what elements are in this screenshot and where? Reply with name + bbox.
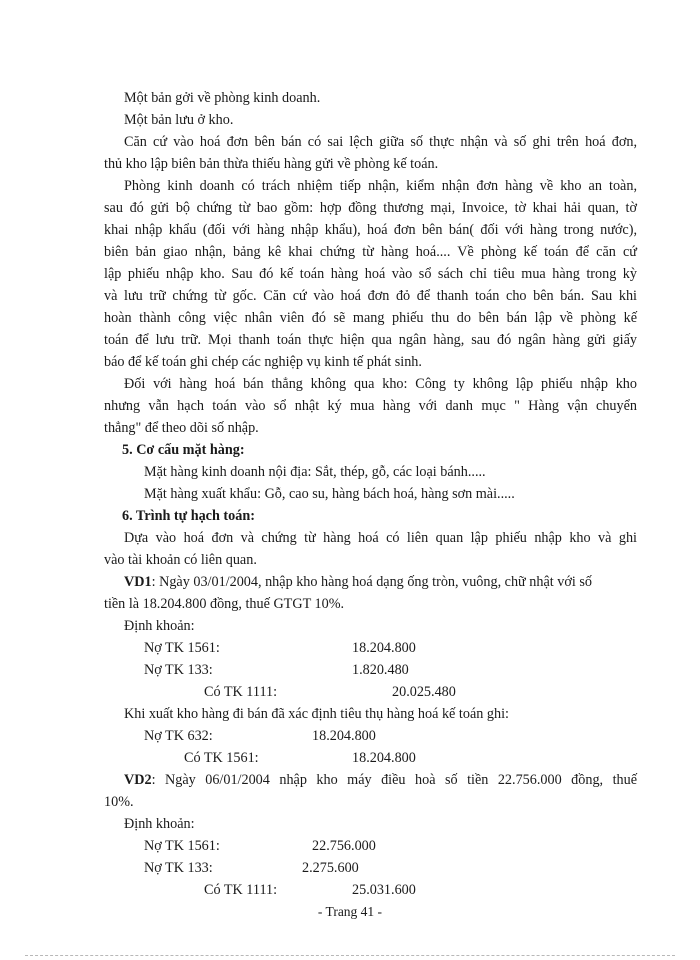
entry-account: Có TK 1111:: [204, 684, 278, 700]
text-line: Khi xuất kho hàng đi bán đã xác định tiêu thụ hàng hoá kế toán ghi:: [124, 706, 509, 722]
entry-amount: 2.275.600: [302, 860, 359, 876]
example-text: : Ngày 06/01/2004 nhập kho máy điều hoà số tiền 22.756.000 đồng, thuế: [151, 772, 637, 788]
text-line: lập phiếu nhập kho. Sau đó kế toán hàng hoá vào sổ sách chỉ tiêu mua hàng trong kỳ: [104, 266, 637, 282]
text-line: Một bản gởi về phòng kinh doanh.: [124, 90, 321, 106]
text-line: và lưu trữ chứng từ gốc. Căn cứ vào hoá đơn đỏ để thanh toán cho bên bán. Sau khi: [104, 288, 637, 304]
example-line: [124, 573, 592, 591]
entry-account: Có TK 1111:: [204, 882, 278, 898]
text-line: Phòng kinh doanh có trách nhiệm tiếp nhận, kiểm nhận đơn hàng về kho an toàn,: [124, 178, 637, 194]
entry-amount: 1.820.480: [352, 662, 409, 678]
example-line: [124, 771, 637, 789]
example-label: VD2: [124, 772, 152, 788]
page-divider: [25, 955, 675, 956]
text-line: biên bản giao nhận, bảng kê khai chứng từ hàng hoá.... Về phòng kế toán để căn cứ: [104, 244, 637, 260]
text-line: hoàn thành công việc nhân viên đó sẽ mang phiếu thu do bên bán lập về phòng kế: [104, 310, 637, 326]
entry-account: Nợ TK 1561:: [144, 640, 220, 656]
entry-amount: 22.756.000: [312, 838, 376, 854]
entry-amount: 18.204.800: [312, 728, 376, 744]
page-number: - Trang 41 -: [317, 904, 383, 919]
text-line: Định khoản:: [124, 618, 195, 634]
section-heading: 6. Trình tự hạch toán:: [122, 508, 255, 524]
entry-amount: 20.025.480: [392, 684, 456, 700]
text-line: thẳng" để theo dõi số nhập.: [104, 420, 259, 436]
text-line: báo để kế toán ghi chép các nghiệp vụ kinh tế phát sinh.: [104, 354, 422, 370]
text-line: Đối với hàng hoá bán thẳng không qua kho: Công ty không lập phiếu nhập kho: [124, 376, 637, 392]
entry-amount: 18.204.800: [352, 750, 416, 766]
text-line: khai nhập khẩu (đối với hàng nhập khẩu), hoá đơn bên bán( đối với hàng trong nước),: [104, 222, 637, 238]
text-line: Dựa vào hoá đơn và chứng từ hàng hoá có liên quan lập phiếu nhập kho và ghi: [124, 530, 637, 546]
text-line: Mặt hàng xuất khẩu: Gỗ, cao su, hàng bách hoá, hàng sơn mài.....: [144, 486, 515, 502]
text-line: Căn cứ vào hoá đơn bên bán có sai lệch giữa số thực nhận và số ghi trên hoá đơn,: [124, 134, 637, 150]
entry-account: Nợ TK 133:: [144, 662, 213, 678]
entry-account: Nợ TK 133:: [144, 860, 213, 876]
entry-amount: 18.204.800: [352, 640, 416, 656]
example-text: : Ngày 03/01/2004, nhập kho hàng hoá dạng ống tròn, vuông, chữ nhật với số: [151, 574, 592, 590]
entry-account: Nợ TK 1561:: [144, 838, 220, 854]
entry-account: Có TK 1561:: [184, 750, 259, 766]
section-heading: 5. Cơ cấu mặt hàng:: [122, 442, 245, 458]
text-line: tiền là 18.204.800 đồng, thuế GTGT 10%.: [104, 596, 345, 612]
text-line: sau đó gửi bộ chứng từ bao gồm: hợp đồng thương mại, Invoice, tờ khai hải quan, tờ: [104, 200, 637, 216]
text-line: thủ kho lập biên bản thừa thiếu hàng gửi về phòng kế toán.: [104, 156, 439, 172]
example-label: VD1: [124, 574, 152, 590]
text-line: Mặt hàng kinh doanh nội địa: Sắt, thép, gỗ, các loại bánh.....: [144, 464, 486, 480]
text-line: vào tài khoản có liên quan.: [104, 552, 257, 568]
entry-account: Nợ TK 632:: [144, 728, 213, 744]
entry-amount: 25.031.600: [352, 882, 416, 898]
text-line: nhưng vẫn hạch toán vào sổ nhật ký mua hàng với danh mục " Hàng vận chuyển: [104, 398, 637, 414]
text-line: toán để lưu trữ. Mọi thanh toán thực hiện qua ngân hàng, sau đó ngân hàng gửi giấy: [104, 332, 637, 348]
text-line: 10%.: [104, 794, 134, 810]
text-line: Một bản lưu ở kho.: [124, 112, 234, 128]
text-line: Định khoản:: [124, 816, 195, 832]
